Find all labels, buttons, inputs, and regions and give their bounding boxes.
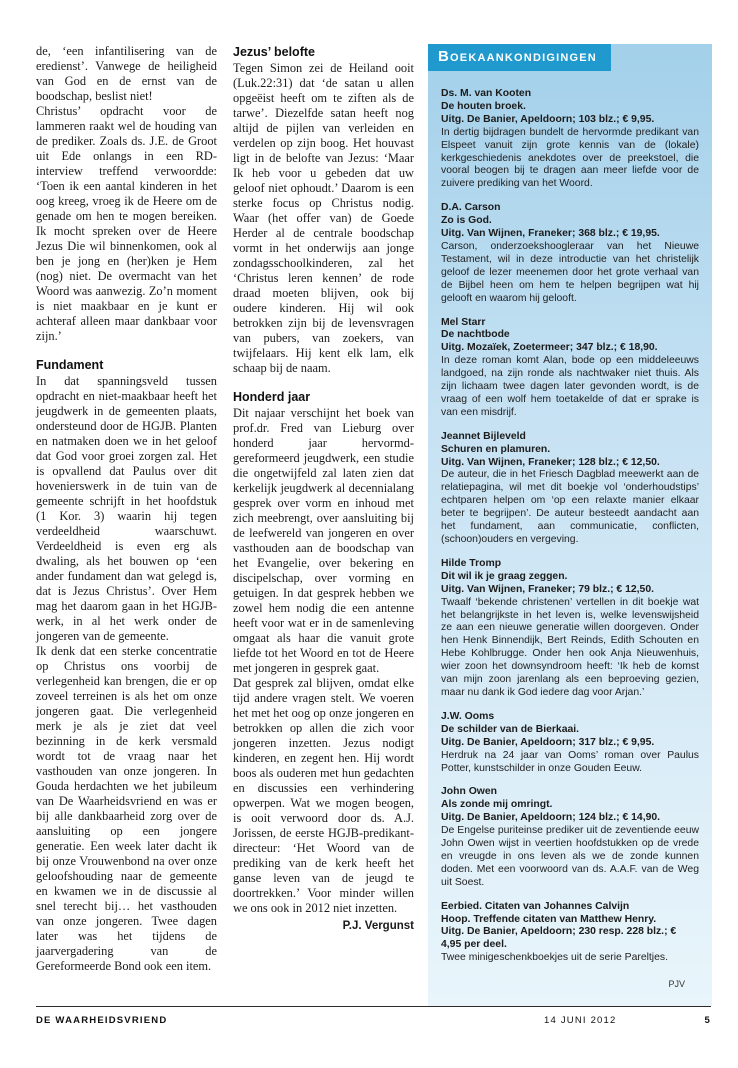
book-author: John Owen [441, 786, 497, 798]
book-list [428, 44, 712, 991]
article-column-1 [36, 44, 217, 974]
page-footer [36, 1006, 711, 1026]
book-description: Twaalf ‘bekende christenen’ vertellen in dit boekje wat het belangrijkste in het leven is, welke levenswijsheid ze aan een nieuwe generatie willen doorgeven. Onder hen Henk Binnendijk, Bert Reinds, Edith Schouten en Hebe Kohlbrugge. Onder hen ook Anja Nieuwenhuis, wier zoon het downsyndroom heeft: ‘Ik heb de komst van mijn zoon jarenlang als een beproeving gezien, maar nu dank ik God iedere dag voor Arjan.’ [441, 596, 699, 698]
article-columns [36, 44, 414, 974]
book-title: Zo is God. [441, 215, 492, 227]
magazine-name: DE WAARHEIDSVRIEND [36, 1015, 168, 1026]
book-description: Twee minigeschenkboekjes uit de serie Pareltjes. [441, 952, 668, 964]
book-title: Als zonde mij omringt. [441, 799, 553, 811]
page-number: 5 [704, 1015, 711, 1026]
paragraph: de, ‘een infantilisering van de eredienst’. Vanwege de heiligheid van God en de ernst van de boodschap, beslist niet! [36, 44, 217, 103]
article-column-2 [233, 44, 414, 974]
paragraph: Christus’ opdracht voor de lammeren raakt wel de houding van de prediker. Zoals ds. J.E. de Groot uit Ede onlangs in een RD-interview treffend verwoordde: ‘Toen ik een aantal kinderen in het oog kreeg, vroeg ik de Heere om de genade om hen te mogen bereiken. Ik mocht spreken over de Heere Jezus Die wil binnenkomen, ook al ben je jong en (her)ken je Hem (nog) niet. De overmacht van het Woord was aanwezig. Zo’n moment is niet maakbaar en je kunt er achteraf alleen maar dankbaar voor zijn.’ [36, 104, 217, 343]
book-publisher: Uitg. Van Wijnen, Franeker; 79 blz.; € 12,50. [441, 583, 654, 595]
book-title: De houten broek. [441, 100, 526, 112]
book-title: Schuren en plamuren. [441, 443, 551, 455]
book-publisher: Uitg. De Banier, Apeldoorn; 230 resp. 228 blz.; € 4,95 per deel. [441, 926, 677, 951]
book-entry [441, 202, 699, 305]
paragraph: Dit najaar verschijnt het boek van prof.dr. Fred van Lieburg over honderd jaar hervormd-gereformeerd jeugdwerk, een studie die ongetwijfeld zal laten zien dat kerkelijk jeugdwerk al decennialang gesprek over vorm en inhoud met zich meebrengt, over aansluiting bij de leefwereld van jongeren en over vasthouden aan de boodschap van het Evangelie, over bekering en discipelschap, over vorming en getuigen. In dat gesprek hebben we zowel hem nodig die een antenne heeft voor wat er in de samenleving omgaat als haar die vanuit grote liefde tot het Woord en tot de Heere met jongeren in gesprek gaat. [233, 406, 414, 675]
book-title: Hoop. Treffende citaten van Matthew Henry. [441, 913, 657, 925]
book-entry [441, 786, 699, 889]
book-title: Dit wil ik je graag zeggen. [441, 570, 568, 582]
section-heading-honderd-jaar: Honderd jaar [233, 390, 311, 404]
book-author: Eerbied. Citaten van Johannes Calvijn [441, 900, 630, 912]
book-entry [441, 317, 699, 420]
sidebar-initials: PJV [668, 979, 685, 990]
book-author: D.A. Carson [441, 202, 501, 214]
book-entry [441, 88, 699, 191]
book-author: J.W. Ooms [441, 710, 495, 722]
book-publisher: Uitg. De Banier, Apeldoorn; 103 blz.; € 9,95. [441, 113, 655, 125]
book-title: De nachtbode [441, 329, 510, 341]
book-announcements-sidebar [428, 44, 712, 1006]
paragraph: Dat gesprek zal blijven, omdat elke tijd andere vragen stelt. We voeren het met het oog op onze jongeren en betrokken op allen die zich voor jongeren inzetten. Jezus nodigt kinderen, en zegent hen. Hij wordt boos als ouderen met hun gedachten en discussies een verhindering opwerpen. Wat we mogen beogen, is ooit verwoord door ds. A.J. Jorissen, de eerste HGJB-predikant-directeur: ‘Het Woord van de prediking van de kerk heeft het ganse leven van de jeugd te doortrekken.’ Voor minder willen we ons ook in 2012 niet inzetten. [233, 676, 414, 915]
book-publisher: Uitg. Van Wijnen, Franeker; 368 blz.; € 19,95. [441, 228, 660, 240]
paragraph: Ik denk dat een sterke concentratie op Christus ons voorbij de verlegenheid kan brengen, die er op zoveel terreinen is als het om onze jongeren gaat. Die verlegenheid merk je als je ziet dat veel bezinning in de kerk versmald wordt tot de vraag naar het vasthouden van onze jongeren. In Gouda herdachten we het jubileum van De Waarheidsvriend en was er bij alle dankbaarheid zorg over de aansluiting op een jongere generatie. Een week later dacht ik bij onze Vrouwenbond na over onze geloofshouding naar de gemeente en kwamen we in de discussie al snel terecht bij… het vasthouden van onze jongeren. Twee dagen later was het tijdens de jaarvergadering van de Gereformeerde Bond ook een item. [36, 644, 217, 973]
book-entry [441, 901, 699, 966]
book-description: De auteur, die in het Friesch Dagblad meewerkt aan de relatiepagina, wil met dit boekje vol ‘onderhoudstips’ echtparen helpen om ‘op een relaxte manier elkaar beter te begrijpen’. De auteur besteedt aandacht aan het fundament, aan communicatie, conflicten, (schoon)ouders en vergeving. [441, 469, 699, 545]
book-author: Hilde Tromp [441, 557, 502, 569]
book-description: Carson, onderzoekshoogleraar van het Nieuwe Testament, wil in deze introductie van het christelijk geloof de lezer meenemen door het grote verhaal van de Bijbel heen om hem te helpen begrijpen wat hij gelooft en waarom hij gelooft. [441, 240, 699, 304]
section-heading-jezus-belofte: Jezus’ belofte [233, 45, 315, 59]
book-author: Ds. M. van Kooten [441, 88, 532, 99]
paragraph: Tegen Simon zei de Heiland ooit (Luk.22:31) dat ‘de satan u allen opgeëist heeft om te ziften als de tarwe’. Diezelfde satan heeft nog altijd de pijlen van verleiden en verdelen op zijn boog. Het houvast ligt in de belofte van Jezus: ‘Maar Ik heb voor u gebeden dat uw geloof niet ophoudt.’ Daarom is een sterke focus op Christus nodig. Waar (het offer van) de Goede Herder al de centrale boodschap vormt in het onderwijs aan jonge zondagsschoolkinderen, zal het ‘Christus leren kennen’ de rode draad moeten blijven, ook bij oudere kinderen. Hij wil ook betrokken zijn bij de levensvragen van pubers, van zoekers, van twijfelaars. Hij kent elk lam, elk schaap bij de naam. [233, 61, 414, 375]
sidebar-title: Boekaankondigingen [428, 44, 611, 71]
book-description: In deze roman komt Alan, bode op een middeleeuws landgoed, na zijn ronde als nachtwaker niet thuis. Als zijn lichaam twee dagen later gevonden wordt, is de vraag of een wolf hem toetakelde of dat er sprake is van een misdrijf. [441, 355, 699, 418]
book-description: Herdruk na 24 jaar van Ooms’ roman over Paulus Potter, kunstschilder in onze Gouden Eeuw. [441, 749, 699, 774]
section-heading-fundament: Fundament [36, 358, 104, 372]
author-byline: P.J. Vergunst [342, 920, 414, 932]
book-publisher: Uitg. De Banier, Apeldoorn; 124 blz.; € 14,90. [441, 812, 661, 824]
paragraph: In dat spanningsveld tussen opdracht en niet-maakbaar heeft het jeugdwerk in de gemeenten plaats, ondersteund door de HGJB. Planten en natmaken doen we in het geloof dat God voor groei zorgen zal. Het is opvallend dat Paulus over dit hovenierswerk in de tuin van de gemeente schrijft in het hoofdstuk (1 Kor. 3) waarin hij tegen verdeeldheid waarschuwt. Verdeeldheid is even erg als dwaling, als het bouwen op ‘een ander fundament dan wat gelegd is, dat is Jezus Christus’. Over Hem mag het daarom gaan in het HGJB-werk, in al het werk onder de jongeren van de gemeente. [36, 374, 217, 643]
book-publisher: Uitg. De Banier, Apeldoorn; 317 blz.; € 9,95. [441, 736, 655, 748]
book-publisher: Uitg. Mozaïek, Zoetermeer; 347 blz.; € 18,90. [441, 342, 658, 354]
book-entry [441, 558, 699, 700]
issue-date: 14 JUNI 2012 [544, 1015, 617, 1026]
book-author: Jeannet Bijleveld [441, 430, 526, 442]
book-description: In dertig bijdragen bundelt de hervormde predikant van Elspeet vanuit zijn grote kennis van de (lokale) kerkgeschiedenis anekdotes over de preekstoel, die vooral beogen bij te dragen aan meer liefde voor de zuivere prediking van het Woord. [441, 126, 699, 190]
book-entry [441, 711, 699, 776]
book-title: De schilder van de Bierkaai. [441, 723, 580, 735]
book-publisher: Uitg. Van Wijnen, Franeker; 128 blz.; € 12,50. [441, 456, 660, 468]
book-description: De Engelse puriteinse prediker uit de zeventiende eeuw John Owen wijst in veertien hoofdstukken op de vrede en vreugde in ons leven als we de zonde kunnen doden. Met een voorwoord van ds. A.A.F. van de Weg uit Soest. [441, 825, 699, 888]
book-author: Mel Starr [441, 316, 486, 328]
book-entry [441, 431, 699, 547]
